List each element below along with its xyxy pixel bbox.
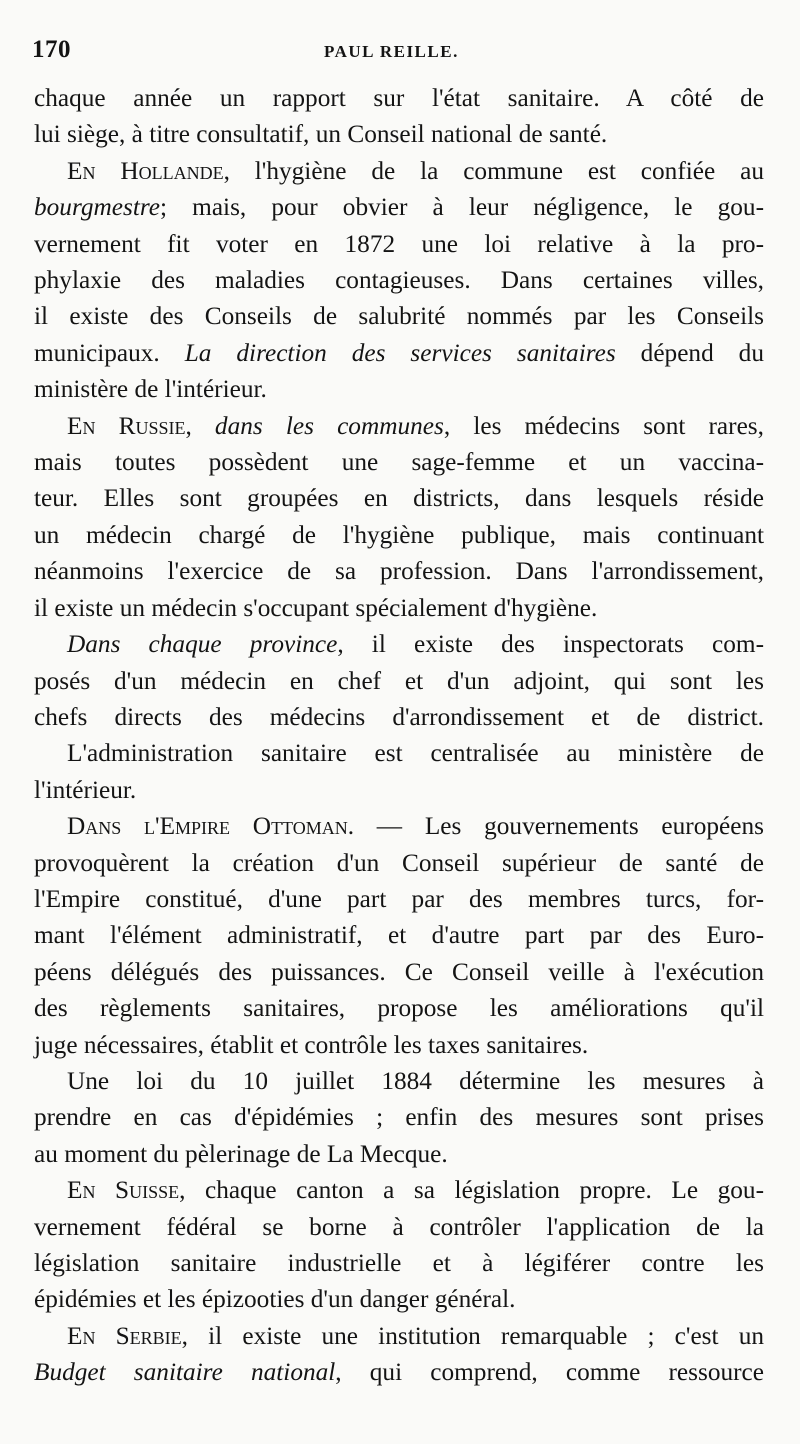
text-segment: des règlements sanitaires, propose les améliorations qu'il — [34, 994, 764, 1023]
text-segment: , qui comprend, comme ressource — [335, 1358, 764, 1387]
text-line — [34, 699, 764, 735]
text-segment: ministère de l'intérieur. — [34, 375, 267, 404]
text-segment: néanmoins l'exercice de sa profession. Dans l'arrondissement, — [34, 557, 764, 586]
text-segment: vernement fit voter en 1872 une loi relative à la pro- — [34, 229, 764, 258]
text-segment: législation sanitaire industrielle et à légiférer contre les — [34, 1249, 764, 1277]
section-heading: En Suisse — [67, 1176, 180, 1205]
text-line — [34, 917, 764, 953]
text-line — [34, 480, 764, 516]
text-line — [34, 590, 764, 626]
text-segment: , chaque canton a sa législation propre. Le gou- — [179, 1176, 765, 1205]
text-line — [34, 1245, 764, 1281]
text-line — [34, 1281, 764, 1317]
text-line — [34, 226, 764, 262]
text-segment: l'Empire constitué, d'une part par des membres turcs, for- — [34, 884, 764, 913]
text-segment: mant l'élément administratif, et d'autre part par des Euro- — [34, 921, 764, 950]
text-segment: ; mais, pour obvier à leur négligence, le gou- — [160, 193, 764, 222]
text-line — [34, 1063, 764, 1099]
text-segment: municipaux. — [34, 338, 185, 367]
text-line — [34, 553, 764, 589]
text-segment: Une loi du 10 juillet 1884 détermine les mesures à — [67, 1066, 764, 1095]
text-segment: teur. Elles sont groupées en districts, dans lesquels réside — [34, 484, 764, 513]
text-segment: L'administration sanitaire est centralisée au ministère de — [67, 739, 764, 768]
italic-text: Dans chaque province — [67, 630, 338, 659]
text-line — [34, 626, 764, 662]
text-line — [34, 881, 764, 917]
text-line — [34, 189, 764, 225]
text-segment: péens délégués des puissances. Ce Conseil veille à l'exécution — [34, 957, 764, 986]
text-segment: provoquèrent la création d'un Conseil supérieur de santé de — [34, 848, 764, 877]
text-line — [34, 845, 764, 881]
text-line — [34, 80, 764, 116]
text-line — [34, 954, 764, 990]
text-line — [34, 444, 764, 480]
italic-text: Budget sanitaire national — [34, 1358, 336, 1387]
running-head: PAUL REILLE. — [324, 42, 459, 61]
section-heading: En Hollande — [67, 156, 224, 185]
text-segment: . — Les gouvernements européens — [347, 812, 764, 841]
text-line — [34, 990, 764, 1026]
text-segment: , — [185, 411, 215, 440]
text-segment: vernement fédéral se borne à contrôler l'application de la — [34, 1212, 764, 1241]
text-line — [34, 408, 764, 444]
text-segment: dépend du — [615, 338, 764, 367]
text-line — [34, 1318, 764, 1354]
text-line — [34, 808, 764, 844]
text-segment: phylaxie des maladies contagieuses. Dans certaines villes, — [34, 266, 764, 295]
text-line — [34, 153, 764, 189]
italic-text: dans les communes — [214, 411, 444, 440]
text-segment: , il existe des inspectorats com- — [337, 630, 764, 659]
text-line — [34, 262, 764, 298]
text-segment: , l'hygiène de la commune est confiée au — [223, 156, 764, 185]
text-line — [34, 517, 764, 553]
section-heading: En Russie — [67, 411, 186, 440]
text-line — [34, 1172, 764, 1208]
text-line — [34, 371, 764, 407]
text-segment: , les médecins sont rares, — [443, 411, 764, 440]
italic-text: La direction des services sanitaires — [184, 338, 616, 367]
text-segment: , il existe une institution remarquable ; c'est un — [181, 1321, 764, 1350]
text-segment: chaque année un rapport sur l'état sanitaire. A côté de — [34, 84, 764, 112]
text-line — [34, 1027, 764, 1063]
text-line — [34, 298, 764, 334]
text-segment: il existe des Conseils de salubrité nommés par les Conseils — [34, 302, 764, 331]
text-line — [34, 1136, 764, 1172]
body-text — [34, 80, 764, 1391]
text-line — [34, 1354, 764, 1390]
text-line — [34, 735, 764, 771]
text-segment: l'intérieur. — [34, 775, 137, 804]
text-segment: prendre en cas d'épidémies ; enfin des mesures sont prises — [34, 1103, 764, 1132]
text-segment: posés d'un médecin en chef et d'un adjoint, qui sont les — [34, 666, 764, 695]
section-heading: En Serbie — [67, 1321, 182, 1350]
text-line — [34, 116, 764, 152]
text-segment: un médecin chargé de l'hygiène publique, mais continuant — [34, 520, 764, 549]
text-segment: épidémies et les épizooties d'un danger général. — [34, 1285, 516, 1314]
text-segment: mais toutes possèdent une sage-femme et un vaccina- — [34, 448, 764, 477]
italic-text: bourgmestre — [34, 193, 161, 222]
text-line — [34, 663, 764, 699]
text-line — [34, 1209, 764, 1245]
page-number: 170 — [32, 36, 71, 63]
text-segment: chefs directs des médecins d'arrondissement et de district. — [34, 702, 764, 731]
text-segment: lui siège, à titre consultatif, un Conseil national de santé. — [34, 120, 608, 149]
section-heading: Dans l'Empire Ottoman — [67, 812, 348, 841]
page-header — [32, 36, 760, 76]
text-line — [34, 1099, 764, 1135]
text-line — [34, 335, 764, 371]
text-line — [34, 772, 764, 808]
text-segment: au moment du pèlerinage de La Mecque. — [34, 1139, 448, 1168]
text-segment: il existe un médecin s'occupant spécialement d'hygiène. — [34, 593, 598, 622]
text-segment: juge nécessaires, établit et contrôle les taxes sanitaires. — [34, 1030, 589, 1059]
